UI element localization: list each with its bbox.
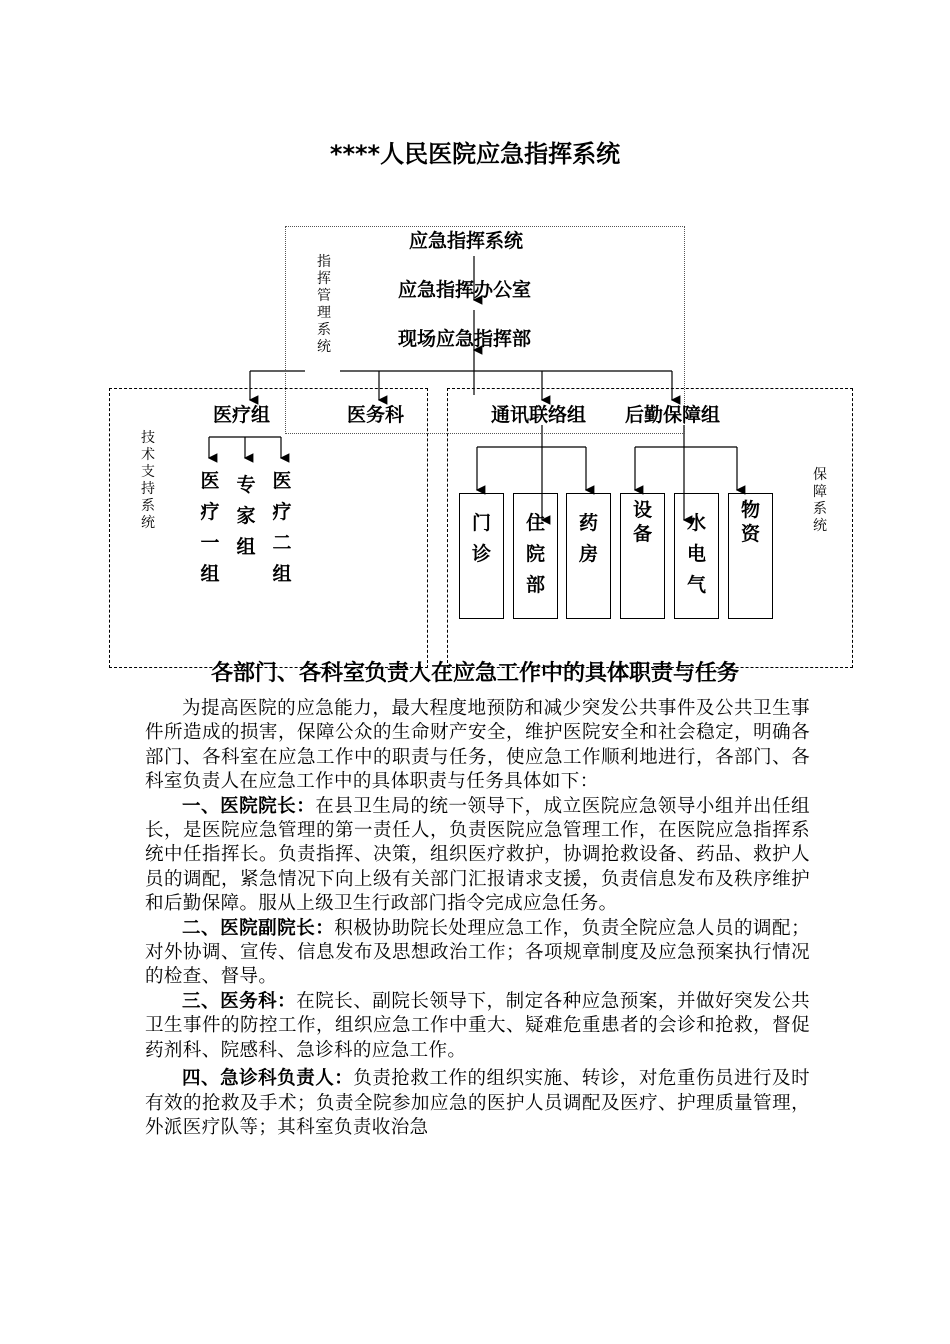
node-logistics-group: 后勤保障组: [625, 404, 721, 426]
node-expert-team: 专家组: [236, 474, 256, 558]
paragraph-vice-president-head: 二、医院副院长：: [182, 917, 335, 939]
paragraph-president-text: 在县卫生局的统一领导下，成立医院应急领导小组并出任组长，是医院应急管理的第一责任人，负责医院应急管理工作，在医院应急指挥系统中任指挥长。负责指挥、决策，组织医疗救护，协调抢救设备、药品、救护人员的调配，紧急情况下向上级有关部门汇报请求支援，负责信息发布及秩序维护和后勤保障。服从上级卫生行政部门指令完成应急任务。: [145, 795, 810, 915]
unit-pharmacy: [566, 493, 611, 619]
tech-support-label: 技术支持系统: [141, 430, 155, 531]
unit-inpatient-label: 住院部: [525, 512, 545, 596]
unit-supplies: [728, 493, 773, 619]
paragraph-intro-text: 为提高医院的应急能力，最大程度地预防和减少突发公共事件及公共卫生事件所造成的损害，保障公众的生命财产安全，维护医院安全和社会稳定，明确各部门、各科室在应急工作中的职责与任务，使应急工作顺利地进行，各部门、各科室负责人在应急工作中的具体职责与任务具体如下：: [145, 698, 810, 793]
paragraph-medical-affairs-head: 三、医务科：: [182, 990, 297, 1012]
node-medical-affairs: 医务科: [347, 404, 405, 426]
unit-equipment: [620, 493, 665, 619]
node-communications-group: 通讯联络组: [491, 404, 587, 426]
paragraph-president-head: 一、医院院长：: [182, 795, 316, 817]
paragraph-president: [145, 795, 810, 917]
tech-support-boundary: [109, 388, 428, 668]
unit-outpatient: [459, 493, 504, 619]
paragraph-intro: [145, 697, 810, 795]
command-management-label: 指挥管理系统: [317, 254, 331, 355]
paragraph-emergency-dept-text: 负责抢救工作的组织实施、转诊，对危重伤员进行及时有效的抢救及手术；负责全院参加应急的医护人员调配及医疗、护理质量管理，外派医疗队等；其科室负责收治急: [145, 1068, 810, 1138]
unit-utilities-label: 水电气: [686, 512, 706, 596]
document-title: ****人民医院应急指挥系统: [329, 140, 621, 168]
unit-equipment-label: 设备: [632, 499, 652, 545]
node-onsite-command-post: 现场应急指挥部: [398, 328, 532, 350]
paragraph-vice-president: [145, 917, 810, 990]
unit-pharmacy-label: 药房: [578, 512, 598, 565]
node-emergency-command-system: 应急指挥系统: [409, 230, 524, 252]
paragraph-medical-affairs-text: 在院长、副院长领导下，制定各种应急预案，并做好突发公共卫生事件的防控工作，组织应急工作中重大、疑难危重患者的会诊和抢救，督促药剂科、院感科、急诊科的应急工作。: [145, 990, 810, 1061]
paragraph-vice-president-text: 积极协助院长处理应急工作，负责全院应急人员的调配；对外协调、宣传、信息发布及思想政治工作；各项规章制度及应急预案执行情况的检查、督导。: [145, 917, 810, 988]
node-medical-team-2: 医疗二组: [272, 470, 292, 585]
unit-outpatient-label: 门诊: [471, 512, 491, 565]
body-text: [145, 697, 810, 1140]
paragraph-emergency-dept: [145, 1067, 810, 1140]
node-medical-group: 医疗组: [213, 404, 271, 426]
unit-supplies-label: 物资: [740, 499, 760, 545]
node-emergency-command-office: 应急指挥办公室: [398, 279, 532, 301]
node-medical-team-1: 医疗一组: [200, 470, 220, 585]
support-system-label: 保障系统: [813, 467, 827, 534]
paragraph-emergency-dept-head: 四、急诊科负责人：: [182, 1068, 354, 1090]
section-title: 各部门、各科室负责人在应急工作中的具体职责与任务: [210, 661, 739, 686]
unit-utilities: [674, 493, 719, 619]
paragraph-medical-affairs: [145, 990, 810, 1063]
unit-inpatient: [513, 493, 558, 619]
